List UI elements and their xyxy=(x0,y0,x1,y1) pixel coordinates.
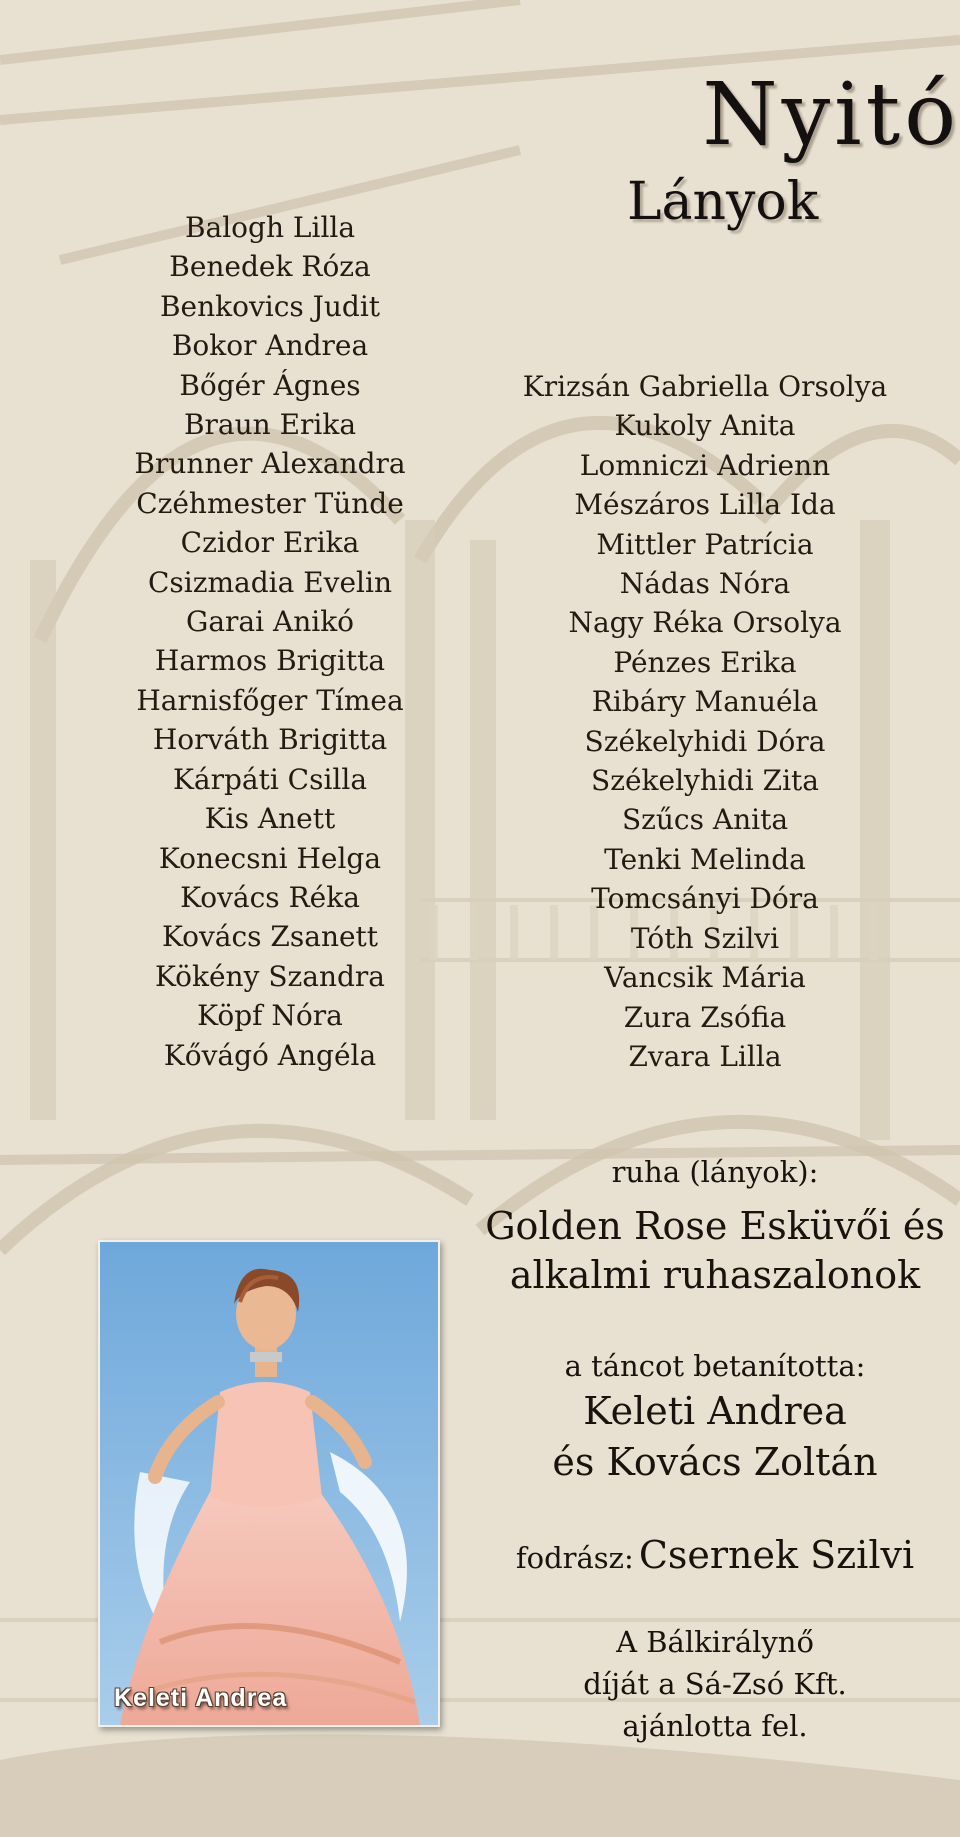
name-list-item: Czidor Erika xyxy=(180,526,360,560)
name-list-item: Balogh Lilla xyxy=(184,211,356,244)
name-list-item: Bőgér Ágnes xyxy=(179,368,361,402)
name-list-item: Kis Anett xyxy=(204,802,336,836)
name-list-item: Benedek Róza xyxy=(169,250,371,284)
prize-line3: ajánlotta fel. xyxy=(622,1709,808,1743)
name-list-item: Kővágó Angéla xyxy=(163,1038,377,1072)
dancer-illustration xyxy=(100,1242,438,1725)
dress-label: ruha (lányok): xyxy=(611,1155,819,1189)
hair-credit xyxy=(470,1530,960,1580)
name-list-item: Tenki Melinda xyxy=(604,842,806,876)
name-list-item: Pénzes Erika xyxy=(613,645,797,679)
hair-label: fodrász: xyxy=(515,1541,634,1575)
dress-credit-line2: alkalmi ruhaszalonok xyxy=(509,1253,921,1297)
name-list-item: Lomniczi Adrienn xyxy=(579,448,831,482)
name-list-item: Konecsni Helga xyxy=(158,841,382,875)
name-list-item: Vancsik Mária xyxy=(604,961,806,995)
name-list-item: Csizmadia Evelin xyxy=(148,565,392,599)
name-list-item: Nádas Nóra xyxy=(619,567,791,601)
prize-line1: A Bálkirálynő xyxy=(616,1625,814,1659)
name-list-item: Benkovics Judit xyxy=(159,289,381,323)
name-list-item: Nagy Réka Orsolya xyxy=(568,606,842,640)
dance-label: a táncot betanította: xyxy=(564,1349,866,1383)
name-list-item: Kökény Szandra xyxy=(155,959,385,993)
name-list-item: Kovács Zsanett xyxy=(161,920,379,954)
name-list-item: Horváth Brigitta xyxy=(152,723,388,757)
dress-credit-line1: Golden Rose Esküvői és xyxy=(485,1204,945,1248)
name-list-item: Braun Erika xyxy=(183,408,357,442)
name-list-item: Czéhmester Tünde xyxy=(136,486,404,520)
dancer-photo xyxy=(98,1240,440,1727)
name-list-item: Mittler Patrícia xyxy=(596,527,814,561)
name-list-item: Garai Anikó xyxy=(185,605,355,639)
name-list-item: Krizsán Gabriella Orsolya xyxy=(522,370,888,403)
name-list-item: Kovács Réka xyxy=(180,880,360,914)
name-list-item: Mészáros Lilla Ida xyxy=(574,488,836,522)
name-list-item: Harmos Brigitta xyxy=(154,644,386,678)
dance-credit-line2: és Kovács Zoltán xyxy=(552,1440,878,1484)
name-list-item: Kukoly Anita xyxy=(614,409,796,443)
name-list-item: Székelyhidi Zita xyxy=(591,764,819,798)
prize-line2: díját a Sá-Zsó Kft. xyxy=(583,1667,847,1701)
name-list-item: Tomcsányi Dóra xyxy=(591,882,819,916)
page-title: Nyitó xyxy=(702,65,960,165)
name-list-item: Ribáry Manuéla xyxy=(591,685,819,719)
hair-name: Csernek Szilvi xyxy=(638,1533,915,1577)
name-list-item: Zura Zsófia xyxy=(623,1000,787,1034)
name-list-item: Brunner Alexandra xyxy=(134,447,406,481)
name-list-item: Szűcs Anita xyxy=(621,803,789,837)
name-list-item: Harnisfőger Tímea xyxy=(136,683,404,717)
name-list-item: Székelyhidi Dóra xyxy=(584,724,826,758)
section-subtitle: Lányok xyxy=(627,172,819,232)
names-column-right xyxy=(505,367,905,1076)
names-column-left xyxy=(110,208,430,1075)
dance-credit-line1: Keleti Andrea xyxy=(583,1389,847,1433)
name-list-item: Kárpáti Csilla xyxy=(172,762,368,796)
photo-caption: Keleti Andrea xyxy=(114,1684,288,1712)
name-list-item: Tóth Szilvi xyxy=(630,921,780,955)
name-list-item: Köpf Nóra xyxy=(197,999,343,1033)
name-list-item: Bokor Andrea xyxy=(171,329,369,363)
name-list-item: Zvara Lilla xyxy=(628,1039,782,1073)
